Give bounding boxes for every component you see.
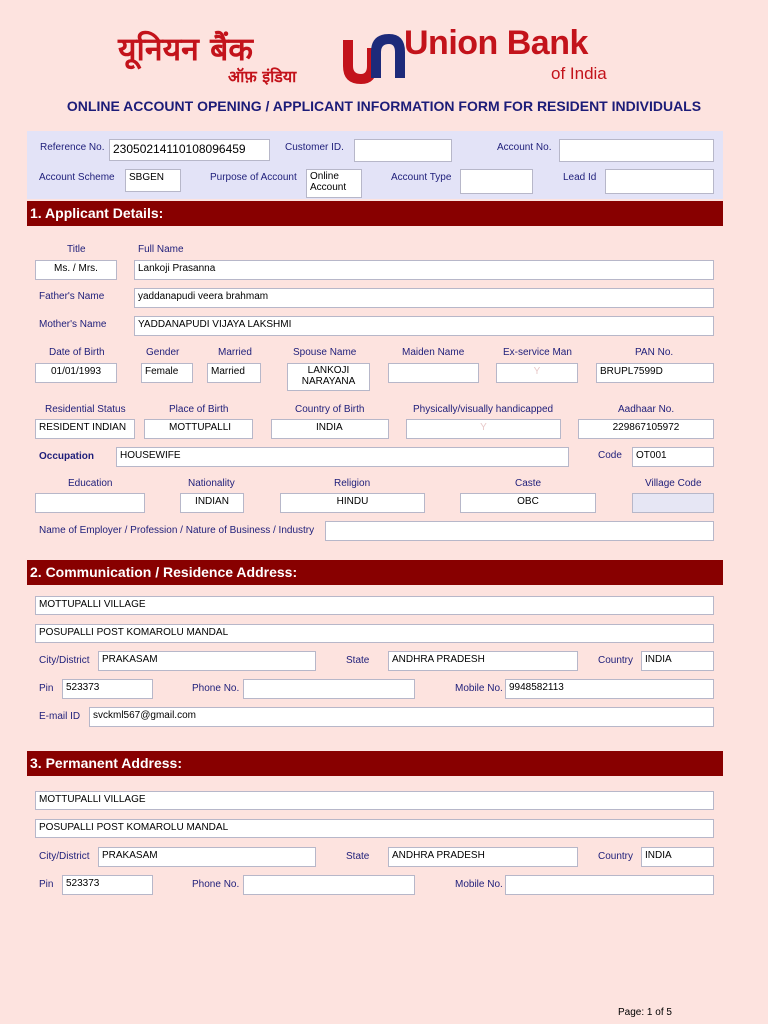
education-label: Education bbox=[68, 478, 113, 489]
father-name-label: Father's Name bbox=[39, 291, 105, 302]
pan-field[interactable]: BRUPL7599D bbox=[596, 363, 714, 383]
aadhaar-field[interactable]: 229867105972 bbox=[578, 419, 714, 439]
account-no-field[interactable] bbox=[559, 139, 714, 162]
handicapped-field[interactable]: Y bbox=[406, 419, 561, 439]
pan-label: PAN No. bbox=[635, 347, 674, 358]
spouse-name-field[interactable]: LANKOJI NARAYANA bbox=[287, 363, 370, 391]
comm-address-line1[interactable]: MOTTUPALLI VILLAGE bbox=[35, 596, 714, 615]
full-name-field[interactable]: Lankoji Prasanna bbox=[134, 260, 714, 280]
gender-field[interactable]: Female bbox=[141, 363, 193, 383]
country-of-birth-field[interactable]: INDIA bbox=[271, 419, 389, 439]
perm-mobile-field[interactable] bbox=[505, 875, 714, 895]
country-of-birth-label: Country of Birth bbox=[295, 404, 365, 415]
perm-state-field[interactable]: ANDHRA PRADESH bbox=[388, 847, 578, 867]
occupation-field[interactable]: HOUSEWIFE bbox=[116, 447, 569, 467]
lead-id-field[interactable] bbox=[605, 169, 714, 194]
account-scheme-field[interactable]: SBGEN bbox=[125, 169, 181, 192]
account-type-label: Account Type bbox=[391, 172, 452, 183]
title-field[interactable]: Ms. / Mrs. bbox=[35, 260, 117, 280]
ex-service-field[interactable]: Y bbox=[496, 363, 578, 383]
account-no-label: Account No. bbox=[497, 142, 552, 153]
perm-phone-field[interactable] bbox=[243, 875, 415, 895]
place-of-birth-field[interactable]: MOTTUPALLI bbox=[144, 419, 253, 439]
comm-country-label: Country bbox=[598, 655, 634, 666]
lead-id-label: Lead Id bbox=[563, 172, 597, 183]
comm-mobile-label: Mobile No. bbox=[455, 683, 503, 694]
nationality-field[interactable]: INDIAN bbox=[180, 493, 244, 513]
caste-field[interactable]: OBC bbox=[460, 493, 596, 513]
comm-state-label: State bbox=[346, 655, 370, 666]
reference-no-field[interactable]: 23050214110108096459 bbox=[109, 139, 270, 161]
aadhaar-label: Aadhaar No. bbox=[618, 404, 675, 415]
occupation-label: Occupation bbox=[39, 451, 95, 462]
logo-hindi-text: यूनियन बैंक bbox=[118, 30, 253, 68]
comm-pin-label: Pin bbox=[39, 683, 54, 694]
account-scheme-label: Account Scheme bbox=[39, 172, 115, 183]
village-code-label: Village Code bbox=[645, 478, 702, 489]
purpose-field[interactable]: Online Account bbox=[306, 169, 362, 198]
applicant-details-heading: 1. Applicant Details: bbox=[27, 201, 723, 226]
residential-status-label: Residential Status bbox=[45, 404, 126, 415]
maiden-name-field[interactable] bbox=[388, 363, 479, 383]
comm-phone-field[interactable] bbox=[243, 679, 415, 699]
customer-id-label: Customer ID. bbox=[285, 142, 344, 153]
logo-english-text: Union Bank bbox=[404, 24, 588, 62]
perm-city-label: City/District bbox=[39, 851, 90, 862]
spouse-name-label: Spouse Name bbox=[293, 347, 357, 358]
logo-hindi-wordmark bbox=[116, 26, 340, 86]
occupation-code-field[interactable]: OT001 bbox=[632, 447, 714, 467]
comm-phone-label: Phone No. bbox=[192, 683, 240, 694]
comm-mobile-field[interactable]: 9948582113 bbox=[505, 679, 714, 699]
education-field[interactable] bbox=[35, 493, 145, 513]
perm-state-label: State bbox=[346, 851, 370, 862]
permanent-address-heading: 3. Permanent Address: bbox=[27, 751, 723, 776]
perm-phone-label: Phone No. bbox=[192, 879, 240, 890]
comm-country-field[interactable]: INDIA bbox=[641, 651, 714, 671]
perm-country-label: Country bbox=[598, 851, 634, 862]
comm-state-field[interactable]: ANDHRA PRADESH bbox=[388, 651, 578, 671]
ex-service-label: Ex-service Man bbox=[503, 347, 572, 358]
full-name-label: Full Name bbox=[138, 244, 184, 255]
purpose-label: Purpose of Account bbox=[210, 172, 297, 183]
perm-mobile-label: Mobile No. bbox=[455, 879, 503, 890]
village-code-field[interactable] bbox=[632, 493, 714, 513]
maiden-name-label: Maiden Name bbox=[402, 347, 465, 358]
form-title: ONLINE ACCOUNT OPENING / APPLICANT INFORMATION FORM FOR RESIDENT INDIVIDUALS bbox=[66, 98, 702, 114]
perm-pin-field[interactable]: 523373 bbox=[62, 875, 153, 895]
mother-name-field[interactable]: YADDANAPUDI VIJAYA LAKSHMI bbox=[134, 316, 714, 336]
union-bank-emblem-icon bbox=[337, 32, 409, 86]
comm-city-label: City/District bbox=[39, 655, 90, 666]
customer-id-field[interactable] bbox=[354, 139, 452, 162]
comm-email-label: E-mail ID bbox=[39, 711, 81, 722]
mother-name-label: Mother's Name bbox=[39, 319, 107, 330]
married-label: Married bbox=[218, 347, 252, 358]
perm-pin-label: Pin bbox=[39, 879, 54, 890]
father-name-field[interactable]: yaddanapudi veera brahmam bbox=[134, 288, 714, 308]
nationality-label: Nationality bbox=[188, 478, 235, 489]
page-number: Page: 1 of 5 bbox=[618, 1007, 672, 1018]
account-type-field[interactable] bbox=[460, 169, 533, 194]
perm-country-field[interactable]: INDIA bbox=[641, 847, 714, 867]
perm-city-field[interactable]: PRAKASAM bbox=[98, 847, 316, 867]
comm-pin-field[interactable]: 523373 bbox=[62, 679, 153, 699]
dob-label: Date of Birth bbox=[49, 347, 105, 358]
title-label: Title bbox=[67, 244, 86, 255]
logo-hindi-subtext: ऑफ़ इंडिया bbox=[228, 67, 297, 86]
religion-label: Religion bbox=[334, 478, 371, 489]
occupation-code-label: Code bbox=[598, 450, 622, 461]
dob-field[interactable]: 01/01/1993 bbox=[35, 363, 117, 383]
employer-field[interactable] bbox=[325, 521, 714, 541]
logo-english-subtext: of India bbox=[551, 64, 607, 83]
perm-address-line1[interactable]: MOTTUPALLI VILLAGE bbox=[35, 791, 714, 810]
religion-field[interactable]: HINDU bbox=[280, 493, 425, 513]
handicapped-label: Physically/visually handicapped bbox=[413, 404, 554, 415]
place-of-birth-label: Place of Birth bbox=[169, 404, 229, 415]
employer-label: Name of Employer / Profession / Nature of Business / Industry bbox=[39, 525, 315, 536]
perm-address-line2[interactable]: POSUPALLI POST KOMAROLU MANDAL bbox=[35, 819, 714, 838]
married-field[interactable]: Married bbox=[207, 363, 261, 383]
caste-label: Caste bbox=[515, 478, 542, 489]
reference-no-label: Reference No. bbox=[40, 142, 105, 153]
comm-email-field[interactable]: svckml567@gmail.com bbox=[89, 707, 714, 727]
gender-label: Gender bbox=[146, 347, 180, 358]
comm-address-line2[interactable]: POSUPALLI POST KOMAROLU MANDAL bbox=[35, 624, 714, 643]
comm-city-field[interactable]: PRAKASAM bbox=[98, 651, 316, 671]
residential-status-field[interactable]: RESIDENT INDIAN bbox=[35, 419, 135, 439]
communication-address-heading: 2. Communication / Residence Address: bbox=[27, 560, 723, 585]
